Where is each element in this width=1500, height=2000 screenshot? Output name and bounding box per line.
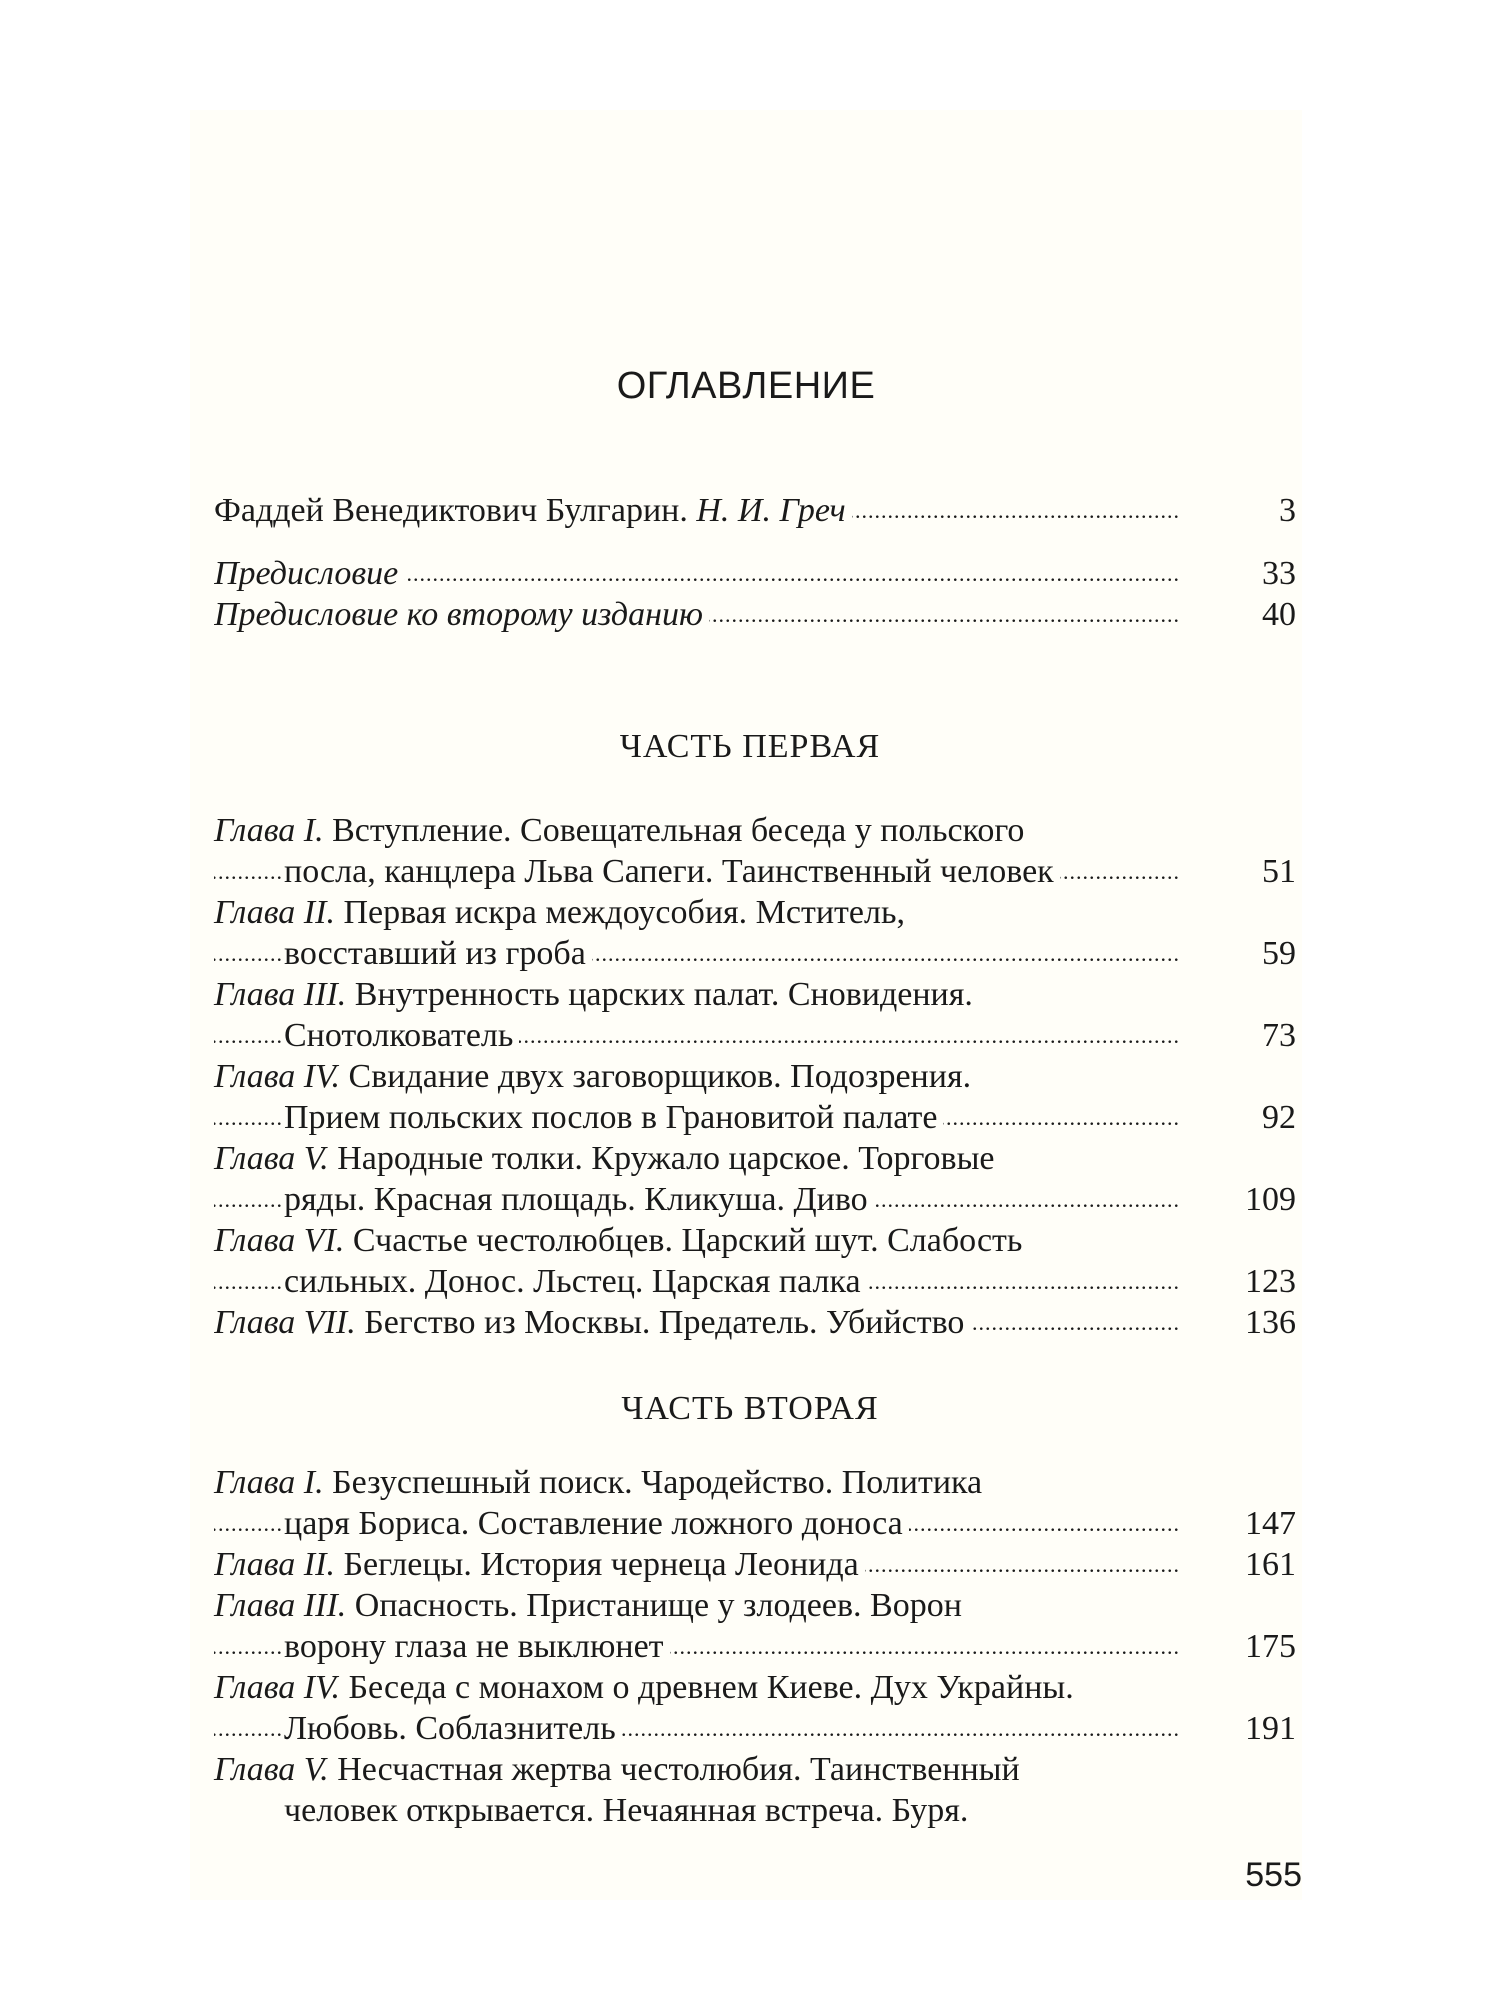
toc-chapter-entry[interactable] xyxy=(214,974,1296,1056)
toc-chapter-entry[interactable] xyxy=(214,1056,1296,1138)
chapter-line-second: ворону глаза не выклюнет xyxy=(284,1628,670,1665)
page-number: 33 xyxy=(1262,555,1296,592)
toc-chapter-entry[interactable] xyxy=(214,1749,1296,1831)
chapter-label: Глава V. xyxy=(214,1751,329,1788)
chapter-title-part: Безуспешный поиск. Чародейство. Политика xyxy=(323,1464,983,1501)
chapter-title-part: Беседа с монахом о древнем Киеве. Дух Украйны. xyxy=(340,1669,1074,1706)
chapter-label: Глава I. xyxy=(214,812,324,849)
toc-entry[interactable] xyxy=(214,594,1296,635)
toc-front-matter xyxy=(214,490,1296,635)
chapter-line-first xyxy=(214,1749,1296,1790)
page-title: ОГЛАВЛЕНИЕ xyxy=(616,365,876,407)
chapter-label: Глава IV. xyxy=(214,1058,341,1095)
chapter-title-part: Беглецы. История чернеца Леонида xyxy=(334,1546,859,1583)
chapter-line-second: Любовь. Соблазнитель xyxy=(284,1710,622,1747)
chapter-line-second: человек открывается. Нечаянная встреча. Буря. xyxy=(284,1792,974,1829)
page-number: 175 xyxy=(1245,1628,1296,1665)
chapter-title-part: Первая искра междоусобия. Мститель, xyxy=(334,894,905,931)
chapter-label: Глава III. xyxy=(214,976,347,1013)
page-number: 73 xyxy=(1262,1017,1296,1054)
toc-chapter-entry[interactable] xyxy=(214,1462,1296,1544)
chapter-line-second: восставший из гроба xyxy=(284,935,592,972)
entry-author: Н. И. Греч xyxy=(696,492,846,529)
chapter-line-second: Снотолкователь xyxy=(284,1017,519,1054)
chapter-label: Глава V. xyxy=(214,1140,329,1177)
page-number: 51 xyxy=(1262,853,1296,890)
page-number: 191 xyxy=(1245,1710,1296,1747)
entry-text: Предисловие xyxy=(214,555,399,592)
toc-chapter-entry[interactable] xyxy=(214,892,1296,974)
toc-part-first xyxy=(214,810,1296,1343)
chapter-title-part: Внутренность царских палат. Сновидения. xyxy=(346,976,973,1013)
entry-text: Предисловие ко второму изданию xyxy=(214,596,703,633)
chapter-line-first xyxy=(214,1462,1296,1503)
page-number: 123 xyxy=(1245,1263,1296,1300)
chapter-line-second: ряды. Красная площадь. Кликуша. Диво xyxy=(284,1181,874,1218)
page-number: 109 xyxy=(1245,1181,1296,1218)
chapter-title-part: Счастье честолюбцев. Царский шут. Слабость xyxy=(344,1222,1023,1259)
chapter-title-part: Несчастная жертва честолюбия. Таинственный xyxy=(328,1751,1020,1788)
toc-entry[interactable] xyxy=(214,553,1296,594)
part-title-second: ЧАСТЬ ВТОРАЯ xyxy=(621,1390,879,1427)
page-number: 92 xyxy=(1262,1099,1296,1136)
page-number: 147 xyxy=(1245,1505,1296,1542)
page-number: 136 xyxy=(1245,1304,1296,1341)
chapter-title-part: Вступление. Совещательная беседа у польского xyxy=(323,812,1025,849)
toc-chapter-entry[interactable] xyxy=(214,1302,1296,1343)
chapter-title-part: Бегство из Москвы. Предатель. Убийство xyxy=(355,1304,965,1341)
chapter-line-first xyxy=(214,1138,1296,1179)
page-number: 3 xyxy=(1279,492,1296,529)
toc-chapter-entry[interactable] xyxy=(214,1220,1296,1302)
chapter-label: Глава VII. xyxy=(214,1304,356,1341)
chapter-label: Глава III. xyxy=(214,1587,347,1624)
page-number: 161 xyxy=(1245,1546,1296,1583)
chapter-line-second: Прием польских послов в Грановитой палате xyxy=(284,1099,943,1136)
toc-chapter-entry[interactable] xyxy=(214,1667,1296,1749)
toc-part-second xyxy=(214,1462,1296,1831)
chapter-title-part: Народные толки. Кружало царское. Торговые xyxy=(328,1140,995,1177)
toc-chapter-entry[interactable] xyxy=(214,810,1296,892)
chapter-title-part: Опасность. Пристанище у злодеев. Ворон xyxy=(346,1587,962,1624)
chapter-line-first xyxy=(214,1585,1296,1626)
chapter-line-first xyxy=(214,974,1296,1015)
page-number: 40 xyxy=(1262,596,1296,633)
page-folio: 555 xyxy=(1245,1856,1302,1894)
chapter-line-first xyxy=(214,1220,1296,1261)
toc-chapter-entry[interactable] xyxy=(214,1544,1296,1585)
chapter-label: Глава IV. xyxy=(214,1669,341,1706)
entry-text: Фаддей Венедиктович Булгарин. xyxy=(214,492,697,529)
toc-chapter-entry[interactable] xyxy=(214,1585,1296,1667)
toc-chapter-entry[interactable] xyxy=(214,1138,1296,1220)
chapter-line-first xyxy=(214,892,1296,933)
chapter-line-second: царя Бориса. Составление ложного доноса xyxy=(284,1505,909,1542)
chapter-label: Глава II. xyxy=(214,1546,335,1583)
chapter-label: Глава II. xyxy=(214,894,335,931)
chapter-label: Глава VI. xyxy=(214,1222,345,1259)
page-number: 59 xyxy=(1262,935,1296,972)
chapter-line-first xyxy=(214,1667,1296,1708)
part-title-first: ЧАСТЬ ПЕРВАЯ xyxy=(619,728,881,765)
chapter-label: Глава I. xyxy=(214,1464,324,1501)
toc-entry[interactable] xyxy=(214,490,1296,531)
chapter-line-second: сильных. Донос. Льстец. Царская палка xyxy=(284,1263,867,1300)
chapter-title-part: Свидание двух заговорщиков. Подозрения. xyxy=(340,1058,972,1095)
chapter-line-first xyxy=(214,1056,1296,1097)
chapter-line-second: посла, канцлера Льва Сапеги. Таинственный человек xyxy=(284,853,1060,890)
chapter-line-first xyxy=(214,810,1296,851)
